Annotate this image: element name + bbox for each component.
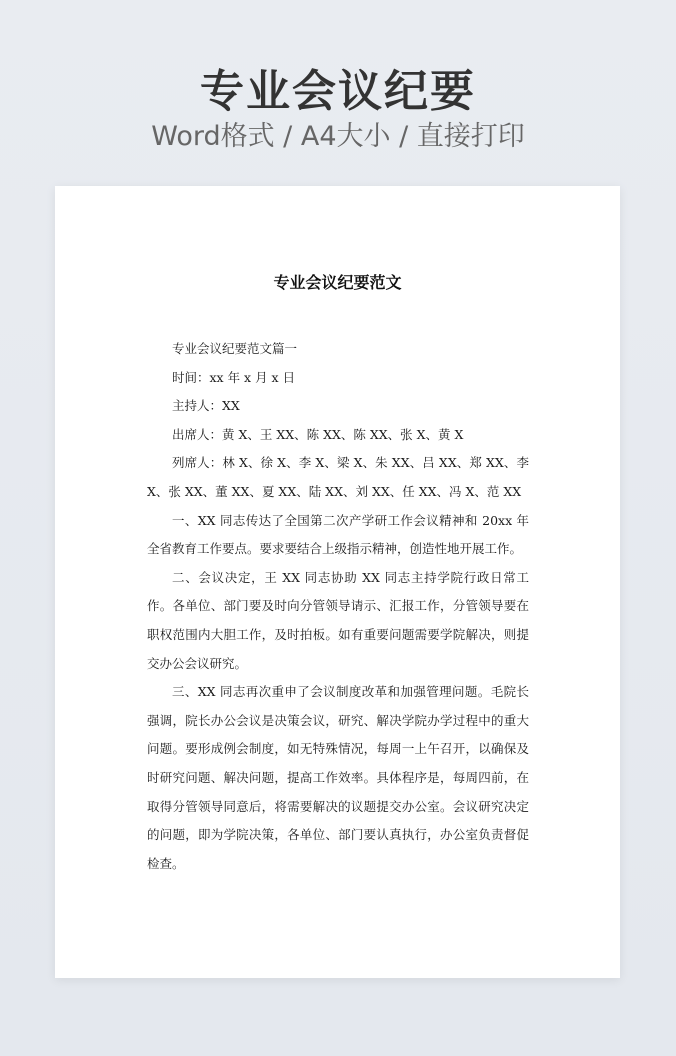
document-page [55, 186, 620, 978]
item-one: 一、XX 同志传达了全国第二次产学研工作会议精神和 20xx 年全省教育工作要点。要求要结合上级指示精神，创造性地开展工作。 [147, 512, 529, 557]
document-title: 专业会议纪要范文 [273, 273, 402, 292]
attendees: 出席人：黄 X、王 XX、陈 XX、陈 XX、张 X、黄 X [172, 426, 464, 442]
banner-subtitle: Word格式 / A4大小 / 直接打印 [151, 121, 525, 152]
meeting-host: 主持人：XX [172, 398, 240, 414]
item-two: 二、会议决定，王 XX 同志协助 XX 同志主持学院行政日常工作。各单位、部门要及时向分管领导请示、汇报工作，分管领导要在职权范围内大胆工作，及时拍板。如有重要问题需要学院解决，则提交办公会议研究。 [147, 569, 529, 671]
observers: 列席人：林 X、徐 X、李 X、梁 X、朱 XX、吕 XX、郑 XX、李 X、张 XX、董 XX、夏 XX、陆 XX、刘 XX、任 XX、冯 X、范 XX [147, 455, 529, 499]
banner-title: 专业会议纪要 [200, 66, 476, 117]
section-heading: 专业会议纪要范文篇一 [172, 341, 298, 356]
meeting-time: 时间：xx 年 x 月 x 日 [172, 369, 296, 385]
item-three: 三、XX 同志再次重申了会议制度改革和加强管理问题。毛院长强调，院长办公会议是决策会议，研究、解决学院办学过程中的重大问题。要形成例会制度，如无特殊情况，每周一上午召开，以确保及时研究问题、解决问题，提高工作效率。具体程序是，每周四前，在取得分管领导同意后，将需要解决的议题提交办公室。会议研究决定的问题，即为学院决策，各单位、部门要认真执行，办公室负责督促检查。 [147, 684, 529, 871]
document-body [147, 335, 529, 878]
